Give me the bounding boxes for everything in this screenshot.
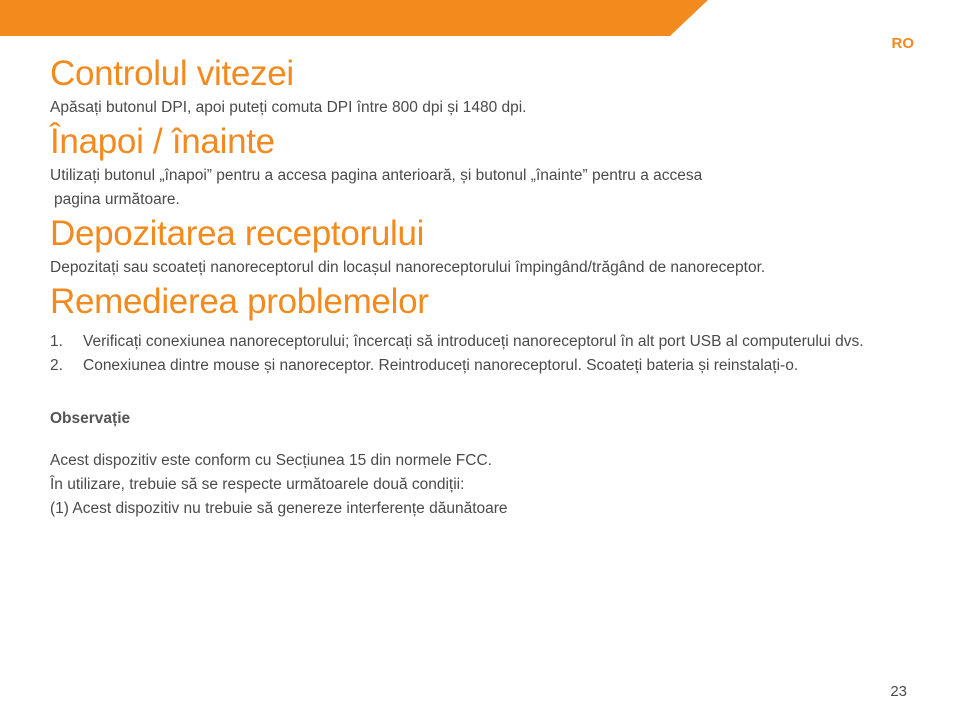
section-text-receiver-storage: Depozitați sau scoateți nanoreceptorul din locașul nanoreceptorului împingând/trăgând de nanoreceptor. bbox=[50, 259, 766, 276]
list-item-text: Verificați conexiunea nanoreceptorului; încercați să introduceți nanoreceptorul în alt port USB al computerului dvs. bbox=[83, 333, 864, 350]
page-number: 23 bbox=[890, 683, 907, 700]
language-code: RO bbox=[891, 35, 914, 52]
list-item bbox=[50, 354, 882, 378]
list-item-text: Conexiunea dintre mouse și nanoreceptor. Reintroduceți nanoreceptorul. Scoateți bateria și reinstalați-o. bbox=[83, 357, 799, 374]
note-line: (1) Acest dispozitiv nu trebuie să genereze interferențe dăunătoare bbox=[50, 500, 508, 517]
page-content bbox=[50, 52, 882, 521]
list-item-number: 1. bbox=[50, 333, 63, 350]
list-item bbox=[50, 330, 882, 354]
note-line: Acest dispozitiv este conform cu Secțiunea 15 din normele FCC. bbox=[50, 452, 492, 469]
note-title: Observație bbox=[50, 410, 131, 427]
list-item-number: 2. bbox=[50, 357, 63, 374]
section-title-speed-control: Controlul vitezei bbox=[50, 54, 294, 93]
section-text-speed-control: Apăsați butonul DPI, apoi puteți comuta DPI între 800 dpi și 1480 dpi. bbox=[50, 99, 527, 116]
section-title-troubleshooting: Remedierea problemelor bbox=[50, 282, 429, 321]
note-body bbox=[50, 449, 882, 521]
back-forward-line-2: pagina următoare. bbox=[54, 191, 180, 208]
section-title-receiver-storage: Depozitarea receptorului bbox=[50, 214, 425, 253]
back-forward-line-1: Utilizați butonul „înapoi” pentru a accesa pagina anterioară, și butonul „înainte” pentru a accesa bbox=[50, 167, 703, 184]
section-title-back-forward: Înapoi / înainte bbox=[50, 122, 275, 161]
header-accent-bar bbox=[0, 0, 954, 36]
note-line: În utilizare, trebuie să se respecte următoarele două condiții: bbox=[50, 476, 465, 493]
troubleshooting-list bbox=[50, 330, 882, 378]
section-text-back-forward bbox=[50, 164, 882, 212]
